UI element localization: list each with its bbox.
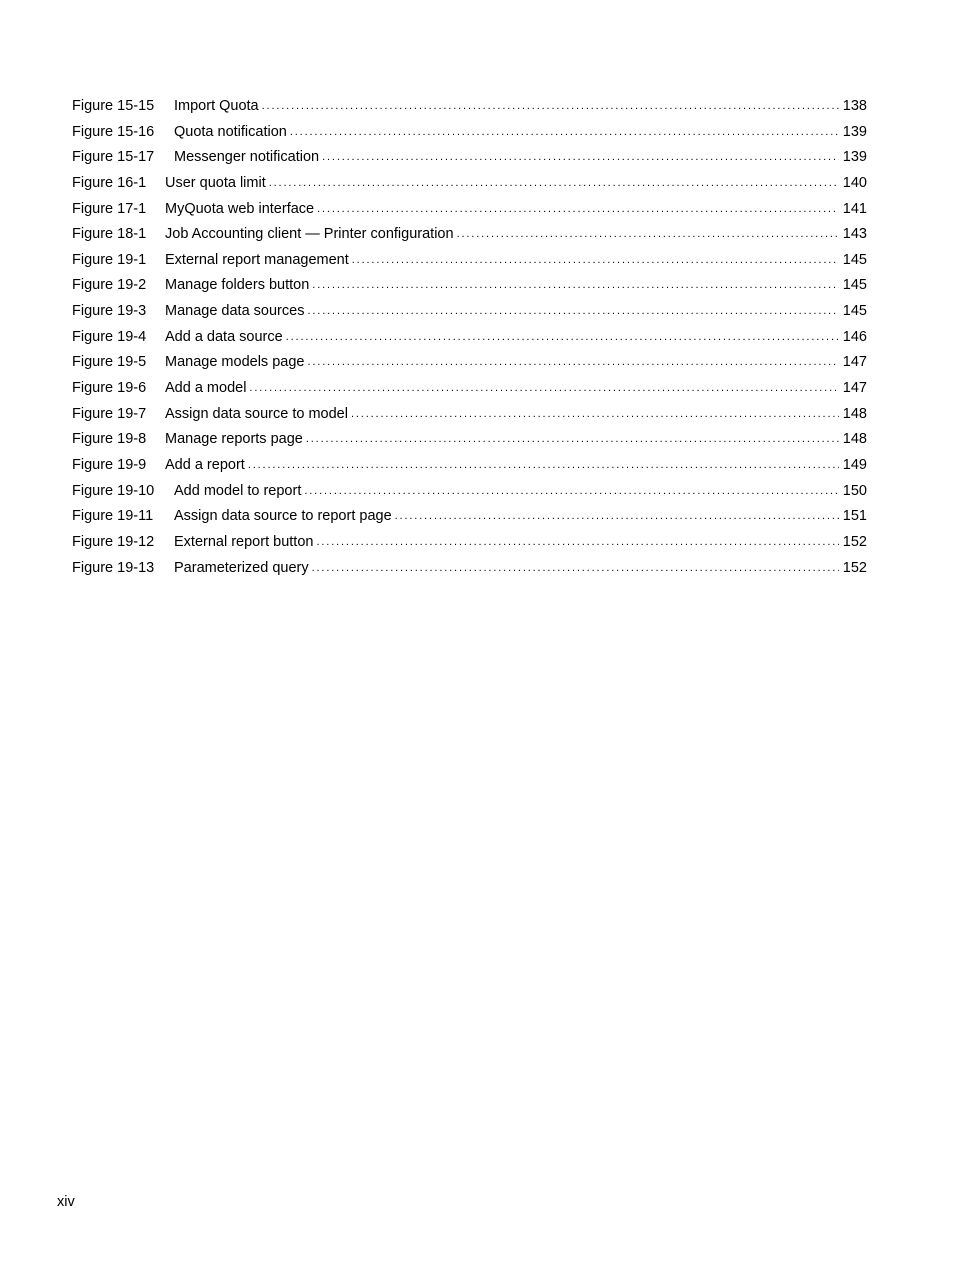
- toc-entry[interactable]: [72, 199, 867, 225]
- figure-title: Manage reports page: [165, 431, 303, 448]
- figure-title: Add a model: [165, 380, 247, 397]
- toc-entry[interactable]: [72, 301, 867, 327]
- page-folio: xiv: [57, 1194, 75, 1210]
- figure-title: External report button: [174, 533, 314, 550]
- figure-number: Figure 15-15: [72, 98, 155, 114]
- dot-leader: [269, 173, 839, 193]
- figure-title: Job Accounting client — Printer configuration: [165, 226, 454, 243]
- page-number: 149: [842, 456, 867, 473]
- dot-leader: [395, 506, 839, 526]
- figure-number: Figure 19-8: [72, 431, 147, 448]
- figure-number: Figure 19-12: [72, 533, 155, 550]
- page-number: 152: [842, 559, 867, 576]
- dot-leader: [352, 250, 839, 270]
- figure-number: Figure 19-7: [72, 405, 147, 422]
- page-number: 151: [842, 508, 867, 525]
- dot-leader: [262, 96, 839, 116]
- dot-leader: [322, 147, 839, 167]
- toc-entry[interactable]: [72, 173, 867, 199]
- page-number: 148: [842, 405, 867, 422]
- toc-entry[interactable]: [72, 429, 867, 455]
- page-number: 138: [842, 98, 867, 114]
- dot-leader: [306, 429, 839, 449]
- figure-title: Add model to report: [174, 482, 302, 499]
- figure-title: Add a data source: [165, 328, 283, 345]
- figure-number: Figure 19-4: [72, 328, 147, 345]
- page-number: 147: [842, 380, 867, 397]
- figure-title: Import Quota: [174, 98, 259, 114]
- toc-entry[interactable]: [72, 275, 867, 301]
- figure-number: Figure 17-1: [72, 200, 147, 217]
- figure-number: Figure 19-5: [72, 354, 147, 371]
- figure-number: Figure 15-17: [72, 149, 155, 166]
- figure-title: Manage models page: [165, 354, 305, 371]
- figure-number: Figure 19-6: [72, 380, 147, 397]
- page-number: 145: [842, 303, 867, 320]
- figure-title: Manage folders button: [165, 277, 310, 294]
- toc-entry[interactable]: [72, 532, 867, 558]
- toc-entry[interactable]: [72, 506, 867, 532]
- figure-title: MyQuota web interface: [165, 200, 315, 217]
- figure-number: Figure 19-3: [72, 303, 147, 320]
- dot-leader: [290, 122, 839, 142]
- dot-leader: [317, 199, 839, 219]
- figure-title: User quota limit: [165, 174, 266, 191]
- figure-title: Parameterized query: [174, 559, 309, 576]
- toc-entry[interactable]: [72, 327, 867, 353]
- dot-leader: [457, 224, 839, 244]
- page-number: 141: [842, 200, 867, 217]
- toc-entry[interactable]: [72, 250, 867, 276]
- figure-number: Figure 15-16: [72, 123, 155, 140]
- page-number: 140: [842, 174, 867, 191]
- figure-list: [72, 96, 867, 583]
- figure-number: Figure 18-1: [72, 226, 147, 243]
- page-number: 143: [842, 226, 867, 243]
- page-number: 145: [842, 277, 867, 294]
- page-number: 146: [842, 328, 867, 345]
- figure-title: Quota notification: [174, 123, 287, 140]
- figure-title: External report management: [165, 251, 349, 268]
- dot-leader: [307, 352, 838, 372]
- figure-number: Figure 19-1: [72, 251, 147, 268]
- figure-title: Messenger notification: [174, 149, 320, 166]
- toc-entry[interactable]: [72, 224, 867, 250]
- toc-entry[interactable]: [72, 352, 867, 378]
- page-number: 147: [842, 354, 867, 371]
- dot-leader: [351, 404, 839, 424]
- page-number: 150: [842, 482, 867, 499]
- dot-leader: [307, 301, 838, 321]
- figure-number: Figure 16-1: [72, 174, 147, 191]
- page-number: 152: [842, 533, 867, 550]
- figure-number: Figure 19-11: [72, 508, 154, 525]
- dot-leader: [304, 481, 838, 501]
- toc-entry[interactable]: [72, 481, 867, 507]
- page-number: 139: [842, 123, 867, 140]
- figure-number: Figure 19-9: [72, 456, 147, 473]
- toc-entry[interactable]: [72, 378, 867, 404]
- dot-leader: [286, 327, 839, 347]
- page-number: 148: [842, 431, 867, 448]
- dot-leader: [312, 558, 839, 578]
- toc-entry[interactable]: [72, 147, 867, 173]
- toc-entry[interactable]: [72, 455, 867, 481]
- dot-leader: [312, 275, 839, 295]
- dot-leader: [248, 455, 839, 475]
- figure-title: Add a report: [165, 456, 245, 473]
- page-number: 139: [842, 149, 867, 166]
- toc-entry[interactable]: [72, 558, 867, 584]
- figure-number: Figure 19-13: [72, 559, 155, 576]
- toc-entry[interactable]: [72, 122, 867, 148]
- figure-number: Figure 19-10: [72, 482, 155, 499]
- page-number: 145: [842, 251, 867, 268]
- figure-title: Assign data source to report page: [174, 508, 392, 525]
- figure-number: Figure 19-2: [72, 277, 147, 294]
- dot-leader: [249, 378, 838, 398]
- toc-entry[interactable]: [72, 404, 867, 430]
- figure-title: Assign data source to model: [165, 405, 348, 422]
- figure-title: Manage data sources: [165, 303, 305, 320]
- dot-leader: [316, 532, 838, 552]
- toc-entry[interactable]: [72, 96, 867, 122]
